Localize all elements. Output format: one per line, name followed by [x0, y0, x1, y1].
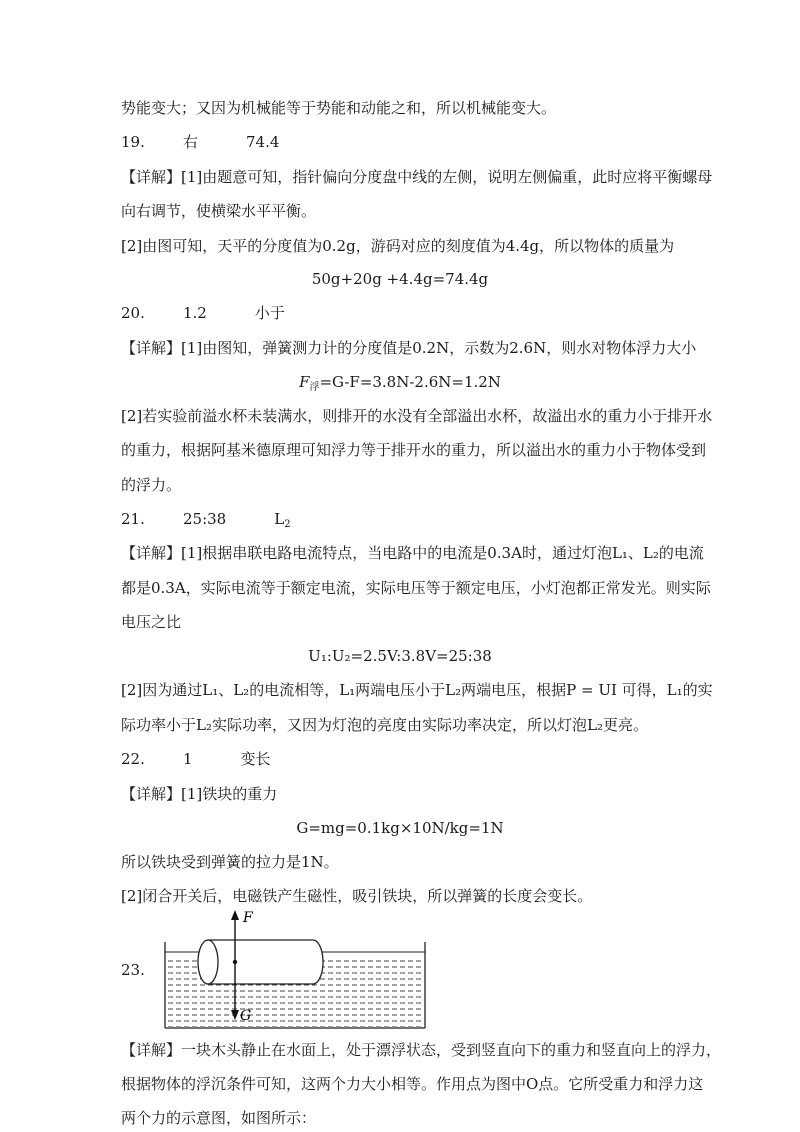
answer-1: 右	[183, 133, 199, 151]
wooden-log	[208, 940, 323, 984]
question-number: 21.	[121, 510, 145, 528]
equation	[0, 372, 800, 398]
text-line: [2]若实验前溢水杯未装满水，则排开的水没有全部溢出水杯，故溢出水的重力小于排开水	[121, 407, 713, 425]
answer-1: 1	[183, 750, 193, 768]
label-G: G	[240, 1008, 252, 1024]
text-line: 所以铁块受到弹簧的拉力是1N。	[121, 853, 339, 871]
answer-2-main: L	[274, 510, 285, 528]
text-line: 际功率小于L₂实际功率，又因为灯泡的亮度由实际功率决定，所以灯泡L₂更亮。	[121, 716, 648, 734]
equation-rest: =G-F=3.8N-2.6N=1.2N	[319, 373, 501, 391]
answer-row-19	[121, 132, 279, 152]
answer-2: 变长	[240, 750, 271, 768]
answer-2: 小于	[254, 304, 285, 322]
text-line: 【详解】一块木头静止在水面上，处于漂浮状态，受到竖直向下的重力和竖直向上的浮力，	[121, 1041, 722, 1059]
subscript: 浮	[309, 382, 320, 393]
log-end	[198, 940, 218, 984]
question-number: 23.	[121, 961, 145, 979]
equation: U₁:U₂=2.5V:3.8V=25:38	[308, 647, 492, 665]
answer-1: 25:38	[183, 510, 227, 528]
buoyancy-diagram	[160, 910, 430, 1040]
question-number: 22.	[121, 750, 145, 768]
answer-1: 1.2	[183, 304, 207, 322]
equation: 50g+20g +4.4g=74.4g	[311, 270, 489, 288]
question-number: 20.	[121, 304, 145, 322]
force-symbol: F	[299, 373, 310, 391]
text-line: [2]因为通过L₁、L₂的电流相等，L₁两端电压小于L₂两端电压，根据P = UI 可得，L₁的实	[121, 681, 713, 699]
text-line: 根据物体的浮沉条件可知，这两个力大小相等。作用点为图中O点。它所受重力和浮力这	[121, 1075, 704, 1093]
question-number: 19.	[121, 133, 145, 151]
text-line: 的重力，根据阿基米德原理可知浮力等于排开水的重力，所以溢出水的重力小于物体受到	[121, 441, 707, 459]
text-line: [2]闭合开关后，电磁铁产生磁性，吸引铁块，所以弹簧的长度会变长。	[121, 887, 593, 905]
text-line: 两个力的示意图，如图所示：	[121, 1109, 317, 1127]
text-line: 势能变大；又因为机械能等于势能和动能之和，所以机械能变大。	[121, 99, 557, 117]
text-line: 电压之比	[121, 613, 182, 631]
subscript: 2	[284, 519, 291, 530]
point-O	[233, 960, 237, 964]
text-line: 的浮力。	[121, 476, 182, 494]
arrow-head-up	[231, 910, 239, 920]
text-line: 都是0.3A，实际电流等于额定电流，实际电压等于额定电压，小灯泡都正常发光。则实际	[121, 579, 711, 597]
text-line: 【详解】[1]由图知，弹簧测力计的分度值是0.2N，示数为2.6N，则水对物体浮力大小	[121, 339, 697, 357]
answer-2	[274, 509, 290, 535]
text-line: 【详解】[1]铁块的重力	[121, 785, 278, 803]
text-line: 【详解】[1]由题意可知，指针偏向分度盘中线的左侧，说明左侧偏重，此时应将平衡螺母	[121, 168, 713, 186]
equation: G=mg=0.1kg×10N/kg=1N	[296, 819, 504, 837]
answer-row-20	[121, 303, 285, 323]
text-line: [2]由图可知，天平的分度值为0.2g，游码对应的刻度值为4.4g，所以物体的质量为	[121, 237, 675, 255]
label-F: F	[243, 910, 253, 926]
answer-2: 74.4	[246, 133, 280, 151]
text-line: 【详解】[1]根据串联电路电流特点，当电路中的电流是0.3A时，通过灯泡L₁、L₂的电流	[121, 544, 704, 562]
answer-row-22	[121, 749, 271, 769]
answer-row-21	[121, 509, 291, 535]
text-line: 向右调节，使横梁水平平衡。	[121, 202, 317, 220]
